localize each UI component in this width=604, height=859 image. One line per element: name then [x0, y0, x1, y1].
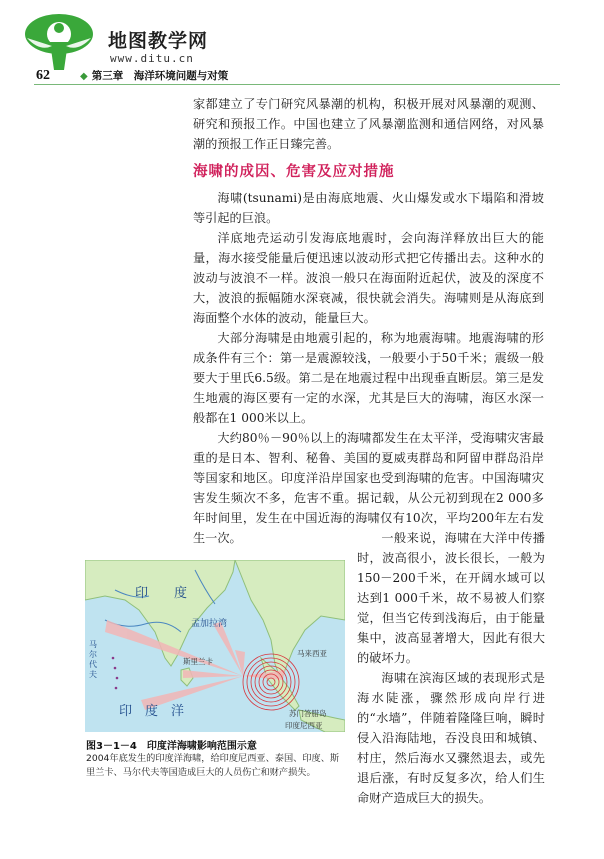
chapter-title: 第三章 海洋环境问题与对策 — [91, 70, 229, 82]
intro-text — [193, 94, 544, 154]
site-url: www.ditu.cn — [110, 52, 194, 65]
right-paragraph-1: 一般来说，海啸在大洋中传播时，波高很小，波长很长，一般为150－200千米，在开阔水域可以达到1 000千米，故不易被人们察觉，但当它传到浅海后，由于能量集中，波高显著增大，因此有很大的破坏力。 — [357, 531, 545, 665]
tsunami-map — [85, 560, 345, 732]
map-label-indian-ocean: 印 度 洋 — [119, 704, 185, 719]
page-number: 62 — [36, 68, 50, 83]
intro-paragraph: 家都建立了专门研究风暴潮的机构，积极开展对风暴潮的观测、研究和预报工作。中国也建立了风暴潮监测和通信网络，对风暴潮的预报工作正日臻完善。 — [193, 97, 544, 151]
map-label-india: 印 度 — [135, 586, 188, 601]
figure-caption-text: 2004年底发生的印度洋海啸，给印度尼西亚、泰国、印度、斯里兰卡、马尔代夫等国造成巨大的人员伤亡和财产损失。 — [86, 753, 340, 778]
site-logo — [22, 12, 96, 72]
site-name: 地图教学网 — [108, 30, 209, 52]
paragraph-2: 洋底地壳运动引发海底地震时，会向海洋释放出巨大的能量，海水接受能量后便迅速以波动形式把它传播出去。这种水的波动与波浪不一样。波浪一般只在海面附近起伏，波及的深度不大，波浪的振幅随水深衰减，很快就会消失。海啸则是从海底到海面整个水体的波动，能量巨大。 — [193, 231, 544, 325]
paragraph-1: 海啸(tsunami)是由海底地震、火山爆发或水下塌陷和滑坡等引起的巨浪。 — [193, 191, 544, 225]
map-label-bay-of-bengal: 孟加拉湾 — [191, 619, 228, 629]
paragraph-4: 大约80％－90％以上的海啸都发生在太平洋，受海啸灾害最重的是日本、智利、秘鲁、美国的夏威夷群岛和阿留申群岛沿岸等国家和地区。印度洋沿岸国家也受到海啸的危害。中国海啸灾害发生频次不多，危害不重。据记载，从公元初到现在2 000多年时间里，发生在中国近海的海啸仅有10次，平均200年左右发生一次。 — [193, 431, 544, 545]
map-label-indonesia: 印度尼西亚 — [285, 721, 323, 730]
section-title: 海啸的成因、危害及应对措施 — [193, 164, 395, 180]
map-label-sri-lanka: 斯里兰卡 — [183, 657, 213, 666]
map-label-sumatra: 苏门答腊岛 — [289, 709, 327, 718]
main-text — [193, 188, 544, 548]
header-divider — [34, 84, 560, 85]
paragraph-3: 大部分海啸是由地震引起的，称为地震海啸。地震海啸的形成条件有三个：第一是震源较浅，一般要小于50千米；震级一般要大于里氏6.5级。第二是在地震过程中出现垂直断层。第三是发生地震的海区要有一定的水深，尤其是巨大的海啸，海区水深一般都在1 000米以上。 — [193, 331, 544, 425]
map-label-maldives: 马尔代夫 — [89, 640, 97, 679]
diamond-icon: ◆ — [80, 71, 88, 82]
right-paragraph-2: 海啸在滨海区域的表现形式是海水陡涨，骤然形成向岸行进的“水墙”，伴随着隆隆巨响，瞬时侵入沿海陆地，吞没良田和城镇、村庄，然后海水又骤然退去，或先退后涨，有时反复多次，给人们生命财产造成巨大的损失。 — [357, 671, 545, 805]
figure-caption-title: 图3－1－4 印度洋海啸影响范围示意 — [86, 741, 257, 752]
right-column-text — [357, 528, 545, 808]
chapter-heading — [80, 68, 228, 83]
map-label-malay: 马来西亚 — [297, 649, 327, 658]
